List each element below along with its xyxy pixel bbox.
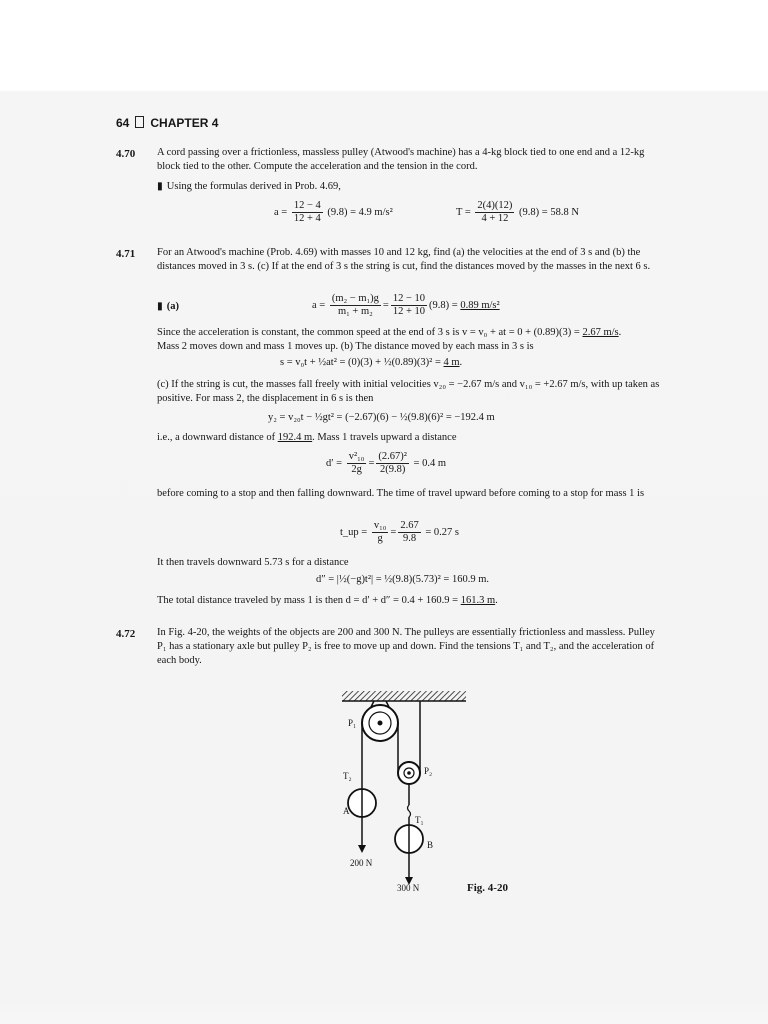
eq-fraction xyxy=(372,520,389,545)
problem-4-71-statement: For an Atwood's machine (Prob. 4.69) with masses 10 and 12 kg, find (a) the velocities at the end of 3 s and (b) the distances moved in 3 s. (c) If at the end of 3 s the string is cut, find the distances moved by the masses in the next 6 s. xyxy=(157,247,651,272)
label-a: A xyxy=(343,806,350,816)
text-run: . xyxy=(495,595,498,606)
label-p1: P₁ xyxy=(348,718,357,728)
text-run: The total distance traveled by mass 1 is then d = d′ + d″ = 0.4 + 160.9 = xyxy=(157,595,459,606)
text-run: . xyxy=(618,327,622,338)
ceiling-support xyxy=(342,691,466,701)
solution-4-71-line-3: (c) If the string is cut, the masses fall freely with initial velocities v₂₀ = −2.67 m/s and v₁₀ = +2.67 m/s, with up taken as positive. For mass 2, the displacement in 6 s is then xyxy=(157,379,660,404)
problem-number-4-72: 4.72 xyxy=(116,628,136,640)
equation-acceleration-4-70 xyxy=(274,200,393,225)
solution-4-71-line-5: before coming to a stop and then falling downward. The time of travel upward before coming to a stop for mass 1 is xyxy=(157,488,645,499)
eq-numerator: 2(4)(12) xyxy=(477,200,513,211)
eq-post: . xyxy=(459,357,463,368)
eq-fraction xyxy=(330,293,381,318)
eq-fraction xyxy=(376,451,409,476)
eq-fraction xyxy=(292,200,323,225)
solution-4-71-part-a xyxy=(157,300,179,312)
chapter-title: CHAPTER 4 xyxy=(150,116,219,130)
figure-caption: Fig. 4-20 xyxy=(467,882,508,894)
body-b-icon xyxy=(395,825,423,885)
text-run: . Mass 1 travels upward a distance xyxy=(312,432,457,443)
eq-numerator: v₁₀ xyxy=(373,520,387,531)
eq-rhs: (9.8) = 4.9 m/s² xyxy=(327,206,393,218)
eq-denominator: 12 + 4 xyxy=(293,213,321,224)
solution-4-71-line-1 xyxy=(157,326,663,340)
solution-4-71-line-7 xyxy=(157,594,663,608)
label-p2: P₂ xyxy=(424,766,433,776)
problem-4-70-statement: A cord passing over a frictionless, massless pulley (Atwood's machine) has a 4-kg block tied to one end and a 12-kg block tied to the other. Compute the acceleration and the tension in the cord. xyxy=(157,147,645,172)
chapter-box-icon xyxy=(135,116,144,128)
solution-marker-icon: ▮ xyxy=(157,181,163,192)
eq-lhs: d′ = xyxy=(326,457,343,469)
eq-numerator: (m₂ − m₁)g xyxy=(331,293,379,304)
problem-number-4-71: 4.71 xyxy=(116,248,136,260)
eq-fraction xyxy=(475,200,514,225)
result-underlined: 2.67 m/s xyxy=(582,327,619,338)
eq-mid: (9.8) = xyxy=(429,299,458,311)
eq-numerator: 2.67 xyxy=(400,520,419,531)
body-a-icon xyxy=(348,789,376,853)
eq-lhs: a = xyxy=(312,299,326,311)
eq-rhs: = 0.4 m xyxy=(413,457,446,469)
weight-a-label: 200 N xyxy=(350,858,373,868)
equation-t-up: t_up = $\frac{\text{v₁₀}}{g}$ = $\frac{2.67}{9.8}$ = 0.27 s xyxy=(340,520,459,544)
solution-4-70-intro xyxy=(157,180,341,192)
eq-lhs: a = xyxy=(274,206,288,218)
pulley-p2-icon xyxy=(398,762,420,784)
label-t1: T₁ xyxy=(415,815,424,825)
equation-d-double-prime: d″ = |½(−g)t²| = ½(9.8)(5.73)² = 160.9 m. xyxy=(316,574,489,585)
weight-b-label: 300 N xyxy=(397,883,420,893)
eq-lhs: t_up = xyxy=(340,526,368,538)
text-run: i.e., a downward distance of xyxy=(157,432,276,443)
solution-intro-text: Using the formulas derived in Prob. 4.69, xyxy=(166,181,341,192)
eq-numerator: 12 − 4 xyxy=(293,200,321,211)
eq-rhs: (9.8) = 58.8 N xyxy=(519,206,579,218)
eq-denominator: m₁ + m₂ xyxy=(337,306,373,317)
equation-tension-4-70 xyxy=(456,200,579,225)
eq-denominator: 9.8 xyxy=(402,533,417,544)
solution-4-71-line-4 xyxy=(157,431,663,445)
page-number: 64 xyxy=(116,116,130,130)
equation-distance-4-71 xyxy=(280,357,462,368)
solution-4-71-line-6: It then travels downward 5.73 s for a distance xyxy=(157,557,349,568)
eq-numerator: (2.67)² xyxy=(378,451,407,462)
eq-fraction xyxy=(391,293,427,318)
eq-lhs: T = xyxy=(456,206,471,218)
problem-number-4-70: 4.70 xyxy=(116,148,136,160)
equation-displacement-y2: y₂ = v₂₀t − ½gt² = (−2.67)(6) − ½(9.8)(6)² = −192.4 m xyxy=(268,412,495,423)
text-run: Since the acceleration is constant, the common speed at the end of 3 s is v = v₀ + at = 0 + (0.89)(3) = xyxy=(157,327,580,338)
eq-denominator: 12 + 10 xyxy=(392,306,426,317)
pulley-p1-icon xyxy=(362,701,398,741)
solution-4-71-line-2: Mass 2 moves down and mass 1 moves up. (b) The distance moved by each mass in 3 s is xyxy=(157,341,534,352)
eq-denominator: 2g xyxy=(351,464,362,475)
label-b: B xyxy=(427,840,434,850)
eq-result: 4 m xyxy=(443,357,460,368)
label-t2: T₂ xyxy=(343,771,352,781)
problem-4-72-statement: In Fig. 4-20, the weights of the objects are 200 and 300 N. The pulleys are essentially frictionless and massless. Pulley P₁ has a stationary axle but pulley P₂ is free to move up and down. Find the tensions T₁ and T₂, and the acceleration of each body. xyxy=(157,627,655,666)
result-underlined: 161.3 m xyxy=(460,595,496,606)
eq-numerator: 12 − 10 xyxy=(392,293,426,304)
eq-rhs: = 0.27 s xyxy=(425,526,459,538)
eq-denominator: 2(9.8) xyxy=(379,464,406,475)
eq-numerator: v²₁₀ xyxy=(348,451,365,462)
eq-result: 0.89 m/s² xyxy=(460,299,500,311)
eq-fraction xyxy=(347,451,367,476)
part-a-label: (a) xyxy=(166,301,180,312)
running-head xyxy=(116,116,218,130)
eq-body: s = v₀t + ½at² = (0)(3) + ½(0.89)(3)² = xyxy=(280,357,441,368)
eq-denominator: 4 + 12 xyxy=(481,213,509,224)
equation-acceleration-4-71: a = $\frac{\text{(m₂ − m₁)g}}{\text{m₁ + m₂}}$ = $\frac{12 - 10}{12 + 10}$ (9.8) = 0.89 m/s² xyxy=(312,293,500,317)
eq-denominator: g xyxy=(377,533,383,544)
result-underlined: 192.4 m xyxy=(277,432,313,443)
eq-fraction xyxy=(398,520,420,545)
equation-d-prime: d′ = $\frac{\text{v²₁₀}}{2g}$ = $\frac{\text{(2.67)²}}{2(9.8)}$ = 0.4 m xyxy=(326,451,446,475)
solution-marker-icon: ▮ xyxy=(157,301,163,312)
